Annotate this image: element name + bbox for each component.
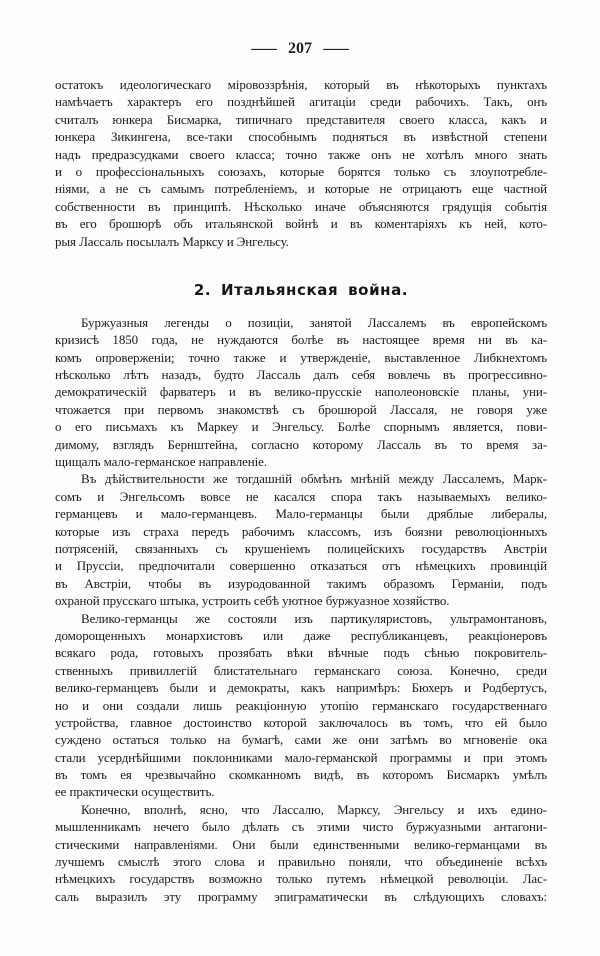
text-line: въ томъ ея чрезвычайно скомканномъ видѣ, въ которомъ Бисмаркъ умѣлъ <box>55 767 547 783</box>
text-line: намѣчаетъ характеръ его позднѣйшей агитаціи среди рабочихъ. Такъ, онъ <box>55 94 547 110</box>
text-line: саль выразилъ эту программу эпиграматически въ слѣдующихъ словахъ: <box>55 888 547 904</box>
text-line: нѣмецкихъ государствъ возможно только путемъ нѣмецкой революціи. Лас- <box>55 871 547 887</box>
text-line: ніями, а не съ самымъ потребленіемъ, и которые не отрицаютъ еще частной <box>55 181 547 197</box>
page-body <box>55 76 547 905</box>
text-line: лучшемъ смыслѣ этого слова и правильно поняли, что объединеніе всѣхъ <box>55 854 547 870</box>
text-line: стали усерднѣйшими поклонниками мало-германской программы и при этомъ <box>55 749 547 765</box>
paragraph <box>55 470 547 609</box>
text-line: Въ дѣйствительности же тогдашній обмѣнъ мнѣній между Лассалемъ, Марк- <box>81 471 547 487</box>
paragraph <box>55 314 547 471</box>
text-line: собственности въ принципѣ. Нѣсколько иначе объясняются грядущія событія <box>55 198 547 214</box>
text-line: димому, взглядъ Бернштейна, согласно которому Лассаль въ то время за- <box>55 436 547 452</box>
text-line: устройства, главное достоинство которой заключалось въ томъ, что ей было <box>55 714 547 730</box>
text-line: сомъ и Энгельсомъ вовсе не касался спора такъ называемыхъ велико- <box>55 488 547 504</box>
text-line: комъ опроверженіи; точно также и утвержденіе, выставленное Либкнехтомъ <box>55 349 547 365</box>
text-line: рыя Лассаль посылалъ Марксу и Энгельсу. <box>55 233 289 249</box>
header-dash-left: — <box>251 40 277 57</box>
text-line: и о профессіональныхъ союзахъ, которые борятся только съ злоупотребле- <box>55 163 547 179</box>
text-line: въ его брошюрѣ объ итальянской войнѣ и въ коментаріяхъ къ ней, кото- <box>55 216 547 232</box>
text-line: которые изъ страха передъ рабочимъ классомъ, изъ боязни революціонныхъ <box>55 523 547 539</box>
text-line: всякаго рода, готовыхъ прозябать вѣки вѣчные подъ сѣнью покровитель- <box>55 645 547 661</box>
header-dash-right: — <box>323 40 349 57</box>
text-line: ственныхъ привиллегій блистательнаго германскаго союза. Конечно, среди <box>55 662 547 678</box>
text-line: кризисѣ 1850 года, не нуждаются болѣе въ настоящее время ни въ ка- <box>55 332 547 348</box>
text-line: нѣсколько лѣтъ назадъ, будто Лассаль далъ себя вовлечь въ прогрессивно- <box>55 367 547 383</box>
text-line: остатокъ идеологическаго міровоззрѣнія, который въ нѣкоторыхъ пунктахъ <box>55 77 547 92</box>
text-line: но и они создали лишь реакціонную утопію германскаго государственнаго <box>55 697 547 713</box>
text-line: демократическій фарватеръ и въ велико-прусскіе наполеоновскіе планы, уни- <box>55 384 547 400</box>
text-line: и Пруссіи, предпочитали совершенно отказаться отъ нѣмецкихъ провинцій <box>55 558 547 574</box>
text-line: стическими направленіями. Они были единственными велико-германцами въ <box>55 836 547 852</box>
paragraph <box>55 76 547 250</box>
text-line: велико-германцевъ были и демократы, какъ напримѣръ: Бюхеръ и Родбертусъ, <box>55 680 547 696</box>
text-line: о его письмахъ къ Маркеу и Энгельсу. Болѣе спорнымъ является, пови- <box>55 419 547 435</box>
text-line: щищалъ мало-германское направленіе. <box>55 454 267 470</box>
text-line: чтожается при первомъ знакомствѣ съ брошюрой Лассаля, не говоря уже <box>55 401 547 417</box>
text-line: мышленникамъ нечего было дѣлать съ этими чисто буржуазными антагони- <box>55 819 547 835</box>
text-line: ее практически осуществить. <box>55 784 215 800</box>
paragraph <box>55 801 547 905</box>
page-header <box>0 40 600 58</box>
text-line: юнкера Зикингена, все-таки способнымъ подняться въ извѣстной степени <box>55 129 547 145</box>
paragraph <box>55 610 547 801</box>
text-line: Буржуазныя легенды о позиціи, занятой Лассалемъ въ европейскомъ <box>81 314 547 330</box>
text-line: надъ предразсудками своего класса; точно также онъ не хотѣлъ много знать <box>55 146 547 162</box>
page-number: 207 <box>288 40 312 57</box>
text-line: потрясеній, связанныхъ съ крушеніемъ полицейскихъ государствъ Австріи <box>55 540 547 556</box>
text-line: Велико-германцы же состояли изъ партикуляристовъ, ультрамонтановъ, <box>81 610 547 626</box>
text-line: Конечно, вполнѣ, ясно, что Лассалю, Марксу, Энгельсу и ихъ едино- <box>81 801 547 817</box>
text-line: суждено остаться только на бумагѣ, сами же они затѣмъ во мгновеніе ока <box>55 732 547 748</box>
text-line: въ Австріи, чтобы въ изуродованной такимъ образомъ Германіи, подъ <box>55 575 547 591</box>
text-line: доморощенныхъ монархистовъ или даже республиканцевъ, реакціонеровъ <box>55 627 547 643</box>
text-line: германцевъ и мало-германцевъ. Мало-германцы были дряблые либералы, <box>55 506 547 522</box>
text-line: считалъ юнкера Бисмарка, типичнаго представителя своего класса, какъ и <box>55 111 547 127</box>
text-line: охраной прусскаго штыка, устроить себѣ уютное буржуазное хозяйство. <box>55 593 450 609</box>
section-heading: 2. Итальянская война. <box>193 280 409 299</box>
